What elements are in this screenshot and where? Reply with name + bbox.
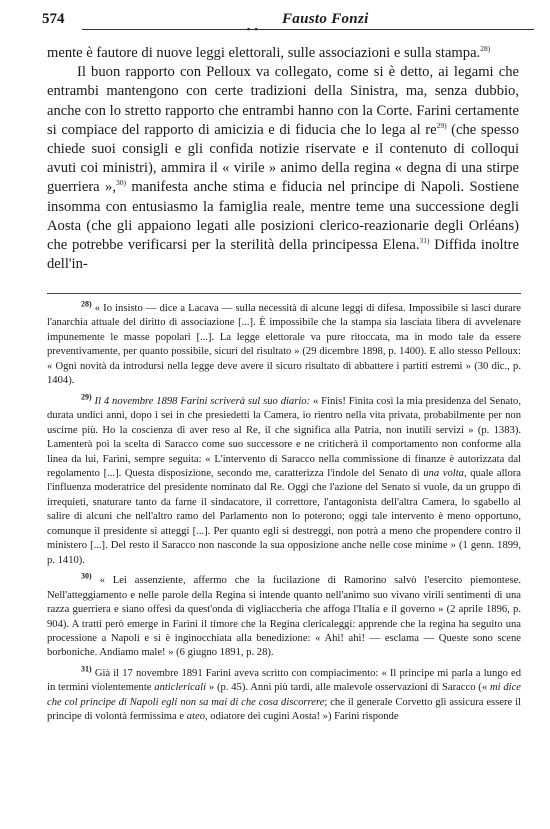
footnote-text: , odiatore dei cugini Aosta! ») Farini risponde — [205, 711, 399, 723]
header-ornament: ▪ ▪ — [247, 24, 259, 34]
footnote-ref-28: 28) — [480, 44, 491, 54]
paragraph-1 — [47, 44, 519, 63]
footnote-text: » (p. 45). Anni più tardi, alle malevole osservazioni di Saracco (« — [206, 682, 490, 694]
footnote-30 — [47, 571, 521, 661]
footnote-lead: Il 4 novembre 1898 Farini scriverà sul suo diario: — [94, 395, 311, 407]
main-text — [47, 44, 519, 274]
footnote-number: 31) — [81, 664, 92, 674]
footnote-number: 30) — [81, 571, 92, 581]
footnote-ref-30: 30) — [116, 178, 126, 188]
footnote-text: , quale allora l'influenza moderatrice del presidente nominato dal Re. Oggi che l'azione del Senato si vuole, da un gruppo di irrequieti, snaturare tanto da farne il sindacatore, il correttore, l'antagonista dell'altra Camera, lo sgabello al salire di alcuni che nell'altro ramo del Parlamento non lo poterono; oggi tale intervento è meno opportuno, comunque il presidente si atteggi [...]. Per quanto egli si destreggi, non potrà a meno che propendere contro il ministero [...]. Del resto il Saracco non nasconde la sua opposizione anche nelle cose minime » (1 genn. 1899, p. 1410). — [47, 467, 521, 566]
paragraph-2-text-b: (che spesso chiede suoi consigli e gli confida notizie riservate e il contenuto di colloqui avuti coi ministri), ammira il « virile » animo della regina « degna di una stirpe guerriera », — [47, 121, 519, 196]
footnote-text: Già il 17 novembre 1891 Farini aveva scritto con compiacimento: « Il principe mi parla a lungo ed in termini violentemente — [47, 667, 521, 694]
footnote-31 — [47, 664, 522, 725]
footnote-separator — [47, 293, 521, 294]
paragraph-2-text-c: manifesta anche stima e fiducia nel principe di Napoli. Sostiene insomma con entusiasmo la famiglia reale, mentre teme una successione degli Aosta (che gli appaiono legati alle posizioni clerico-reazionarie degli Orléans) che potrebbe verificarsi per la sterilità della principessa Elena. — [47, 179, 519, 254]
footnote-28 — [47, 299, 521, 389]
footnote-ref-29: 29) — [436, 120, 447, 130]
footnote-text: ; che il generale Corvetto gli assicura essere il principe di volontà fermissima e — [47, 696, 522, 723]
footnote-text: « Lei assenziente, affermo che la fucilazione di Ramorino salvò l'esercito piemontese. Nell'atteggiamento e nelle parole della Regina si intende quanto nell'animo suo vivano virili sentimenti di una razza guerriera e siano offesi da quest'onda di vigliaccheria che affoga l'Italia e il governo » (2 aprile 1896, p. 904). A tratti però emerge in Farini il timore che la Regina clericaleggi: apprende che la regina ha seguito una processione a Napoli e si è inginocchiata alla benedizione: « Ahi! ahi! — esclama — Queste sono scene borboniche. Andiamo male! » (6 giugno 1891, p. 28). — [47, 575, 521, 659]
page-number: 574 — [42, 11, 65, 27]
footnote-text: « Io insisto — dice a Lacava — sulla necessità di alcune leggi di difesa. Impossibile si lasci durare l'anarchia attuale del diritto di associazione [...]. È impossibile che la stampa sia lasciata libera di avvelenare impunemente le masse popolari [...]. La legge elettorale va pure ritoccata, ma in modo tale da essere preventivamente, per quanto possibile, sicuri del risultato » (29 dicembre 1898, p. 1400). E allo stesso Pelloux: « Ogni novità da introdursi nella legge deve avere il sicuro risultato di abbattere i partiti estremi » (30 dic., p. 1404). — [47, 303, 521, 387]
footnote-ref-31: 31) — [419, 236, 430, 246]
paragraph-2-text-a: Il buon rapporto con Pelloux va collegato, come si è detto, ai legami che entrambi mantengono con certe tradizioni della Sinistra, ma, senza dubbio, anche con lo stretto rapporto che entrambi hanno con la Corte. Farini certamente si compiace del rapporto di amicizia e di fiducia che lo lega al re — [47, 64, 519, 138]
paragraph-1-text: mente è fautore di nuove leggi elettorali, sulle associazioni e sulla stampa. — [47, 45, 481, 61]
footnote-italic: ateo — [186, 711, 205, 723]
footnote-text: « Finis! Finita così la mia presidenza del Senato, durata undici anni, dopo i sei in che presiedetti la Camera, io rientro nella vita privata, probabilmente per non uscirne più. Ho la coscienza di aver reso al Re, il che significa alla Patria, non inutili servizi » (p. 1383). Lamenterà poi la scelta di Saracco come suo successore e ne criticherà il comportamento non conforme alla linea da lui, Farini, sempre seguita: « L'intervento di Saracco nella commissione di finanze è autorizzata dal regolamento [...]. Questa disposizione, secondo me, caratterizza l'indole del Senato di — [47, 395, 521, 479]
page-header — [42, 11, 534, 33]
footnote-number: 29) — [81, 392, 92, 402]
footnotes — [47, 299, 522, 731]
paragraph-2 — [47, 63, 519, 274]
running-head: Fausto Fonzi — [282, 11, 369, 27]
footnote-number: 28) — [81, 299, 92, 309]
footnote-29 — [47, 392, 521, 568]
header-rule — [82, 29, 534, 30]
footnote-italic: anticlericali — [154, 682, 207, 694]
footnote-italic: una volta — [423, 467, 464, 479]
footnote-italic: mi dice che col principe di Napoli egli non sa mai di che cosa discorrere — [47, 682, 521, 708]
paragraph-2-text-d: Diffida inoltre dell'in- — [47, 237, 519, 273]
